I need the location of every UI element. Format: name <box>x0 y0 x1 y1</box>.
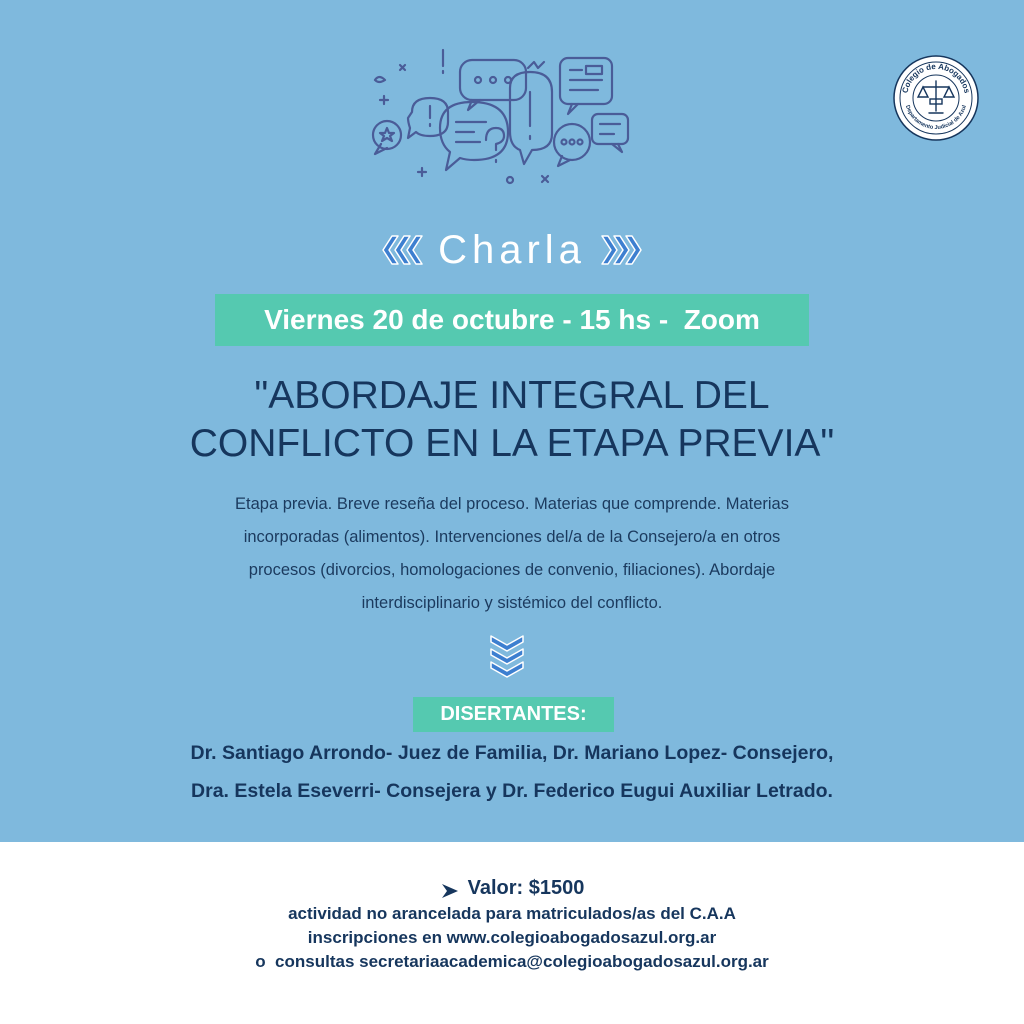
talk-title <box>60 372 964 468</box>
speakers-list <box>80 734 944 810</box>
price-value: Valor: $1500 <box>467 876 585 899</box>
charla-header <box>0 222 1024 278</box>
description-line: procesos (divorcios, homologaciones de convenio, filiaciones). Abordaje <box>248 561 776 579</box>
chevron-down-icon <box>487 632 527 680</box>
talk-description <box>150 488 874 620</box>
seal-top-text: Colegio de Abogados <box>900 61 972 95</box>
talk-title-line-2: CONFLICTO EN LA ETAPA PREVIA" <box>189 422 835 465</box>
colegio-abogados-seal <box>893 55 979 141</box>
event-date-banner: Viernes 20 de octubre - 15 hs - Zoom <box>215 294 809 346</box>
info-block <box>0 902 1024 974</box>
speakers-line-2: Dra. Estela Eseverri- Consejera y Dr. Federico Eugui Auxiliar Letrado. <box>191 780 833 802</box>
talk-title-line-1: "ABORDAJE INTEGRAL DEL <box>254 374 770 417</box>
seal-bottom-text: Departamento Judicial de Azul <box>904 104 968 131</box>
speakers-label: DISERTANTES: <box>413 697 614 732</box>
chevron-right-icon <box>596 230 646 270</box>
value-row <box>0 874 1024 902</box>
speakers-line-1: Dr. Santiago Arrondo- Juez de Familia, Dr. Mariano Lopez- Consejero, <box>190 742 834 764</box>
free-note: actividad no arancelada para matriculados/as del C.A.A <box>288 904 736 923</box>
charla-title: Charla <box>438 228 586 272</box>
speech-bubbles-icon <box>360 40 640 200</box>
registration-link[interactable]: inscripciones en www.colegioabogadosazul.org.ar <box>307 928 717 947</box>
arrow-icon <box>440 881 460 901</box>
contact-email[interactable]: o consultas secretariaacademica@colegioabogadosazul.org.ar <box>255 952 769 971</box>
description-line: interdisciplinario y sistémico del conflicto. <box>361 594 663 612</box>
chevron-left-icon <box>378 230 428 270</box>
description-line: incorporadas (alimentos). Intervenciones del/a de la Consejero/a en otros <box>243 528 781 546</box>
description-line: Etapa previa. Breve reseña del proceso. Materias que comprende. Materias <box>235 495 789 513</box>
